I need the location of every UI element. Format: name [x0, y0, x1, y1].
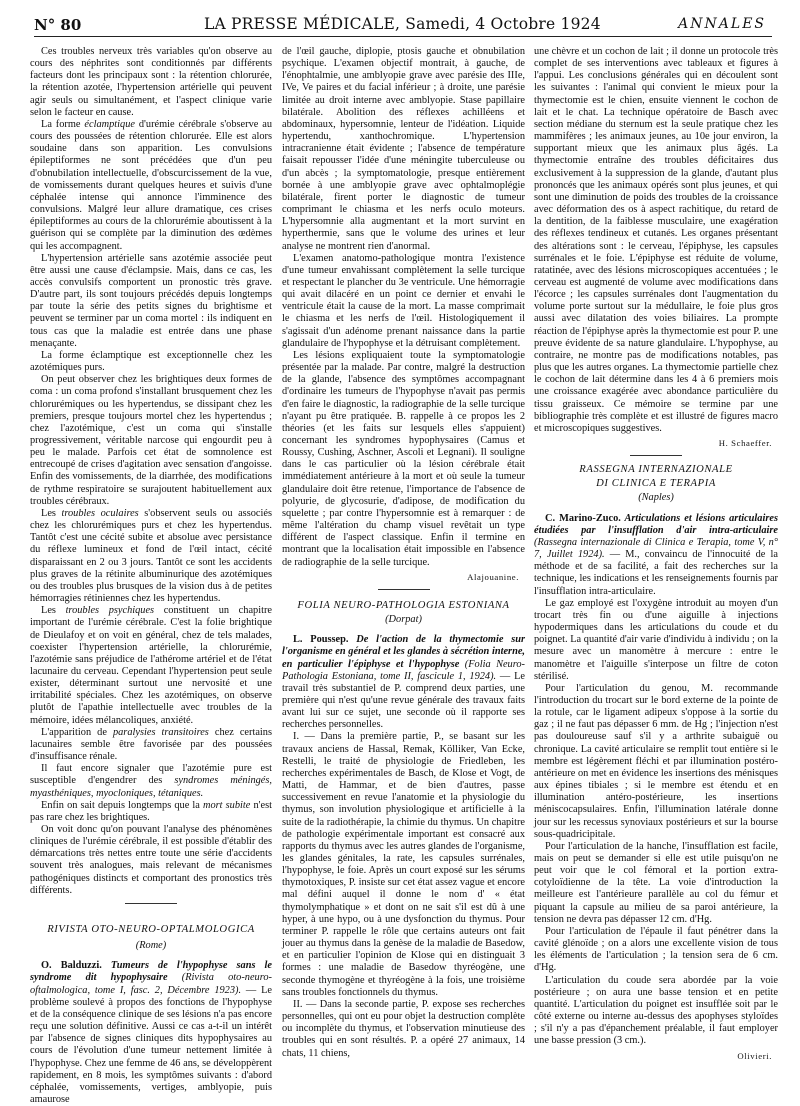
section-location: (Naples) — [638, 492, 674, 504]
section-heading-line2: DI CLINICA E TERAPIA — [596, 478, 716, 490]
article-reference: (Folia Neuro-Pathologia Estoniana, tome II, fascicule 1, 1924). — [282, 658, 525, 682]
article-reference: (Rassegna internazionale di Clinica e Terapia, tome V, n° 7, Juillet 1924). — [534, 536, 778, 561]
section-heading: RIVISTA OTO-NEURO-OPTALMOLOGICA — [47, 923, 255, 935]
paragraph: La forme éclamptique est exceptionnelle chez les azotémiques purs. — [30, 349, 272, 374]
paragraph: Pour l'articulation de la hanche, l'insufflation est facile, mais on peut se demander si elle est utile puisqu'on ne peut voir que le col fémoral et la portion extra-cotyloïdienne de la tête. La voie d'introduction la meilleure est l'antérieure parallèle au col du fémur et piquant la capsule au milieu de sa paroi antérieure, la tension ne devra pas dépasser 12 cm. d'Hg. — [534, 840, 778, 925]
divider — [125, 903, 177, 904]
paragraph: L'articulation du coude sera abordée par la voie postérieure ; on aura une basse tension et en petite quantité. L'articulation du poignet est insufflée soit par le côté externe ou interne au-dessus des apophyses styloïdes ; s'il n'y a pas d'épanchement préalable, il faut employer une basse pression (3 cm.). — [534, 974, 778, 1047]
section-location: (Dorpat) — [385, 614, 422, 626]
paragraph: Les troubles oculaires s'observent seuls ou associés chez les chlorurémiques purs et chez les hypertendus. Tantôt c'est une cécité subite et absolue avec persistance du réflexe lumineux et fond de l'œil intact, cécité disparaissant en 2 ou 3 jours. Tantôt ce sont les accidents plus graves de la rétinite albuminurique des azotémiques ou des troubles plus brusques de la vision dus à de petites hémorragies rétiniennes chez les hypertendus. — [30, 507, 272, 605]
paragraph: L'hypertension artérielle sans azotémie associée peut être aussi une cause d'éclampsie. Mais, dans ce cas, les accès convulsifs comportent un pronostic très grave. D'autre part, ils sont toujours précédés depuis longtemps par toute la série des petits signes du brightisme et peuvent se terminer par un coma mortel : ils indiquent en tous cas que la maladie est entrée dans une phase menaçante. — [30, 252, 272, 349]
column-middle — [282, 46, 525, 1076]
author-signature: H. Schaeffer. — [718, 438, 772, 448]
paragraph: Les troubles psychiques constituent un chapitre important de l'urémie cérébrale. C'est la folie brightique de Dieulafoy et on voit en général, chez de tels malades, coexister l'hypertension artérielle, la chlorurémie, l'azotémie sans préjudice de l'athérome artériel et de l'état lacunaire du cerveau. Cependant l'hypertension peut seule exister, déterminant surtout une nervosité et une irritabilité spéciales. Chez les azotémiques, on observe plutôt de l'apathie intellectuelle avec troubles de la mémoire, idées mélancoliques, anxiété. — [30, 605, 272, 726]
article-abstract: L. Poussep. De l'action de la thymectomie sur l'organisme en général et les glandes à sécrétion interne, en particulier l'épiphyse et l'hypophyse (Folia Neuro-Pathologia Estoniana, tome II, fascicule 1, 1924). — Le travail très substantiel de P. comprend deux parties, une première qui n'est qu'une revue générale des travaux faits avant lui sur ce sujet, une seconde où il rapporte ses recherches personnelles. — [282, 634, 525, 731]
paragraph: Il faut encore signaler que l'azotémie pure est susceptible d'engendrer des syndromes méningés, myasthéniques, myocloniques, tétaniques. — [30, 763, 272, 799]
divider — [630, 455, 682, 456]
article-title: De l'action de la thymectomie sur l'organisme en général et les glandes à sécrétion interne, en particulier l'épiphyse et l'hypophyse — [282, 634, 525, 670]
paragraph: II. — Dans la seconde partie, P. expose ses recherches personnelles, qui ont eu pour objet la destruction complète ou incomplète du thymus, et l'observation minutieuse des troubles qui en sont résultés. P. a opéré 27 animaux, 14 chats, 11 chiens, — [282, 998, 525, 1059]
article-reference: (Rivista oto-neuro-oftalmologica, tome I, fasc. 2, Décembre 1923). — [30, 972, 272, 996]
paragraph: I. — Dans la première partie, P., se basant sur les travaux anciens de Hassal, Remak, Kölliker, Van Ecke, Restelli, le traité de physiologie de Friedleben, les recherches expérimentales de Basch, de Klose et Vogt, de Matti, de Hammar, et de bien d'autres, passe successivement en revue l'anatomie et la physiologie du thymus, son involution physiologique et artificielle à la suite de la radiothérapie, la chimie du thymus. Un chapitre de pathologie expérimentale important est consacré aux rapports du thymus avec les autres glandes de l'organisme, les glandes génitales, la rate, les capsules surrénales, l'hypophyse, le foie. Après un court exposé sur les sérums thymotoxiques, P. insiste sur cet état assez vague et encore mal défini auquel il donne le nom d' « état thymolymphatique » et dont on ne sait s'il est dû à une hyper, à une hypo, ou à une dysfonction du thymus. Pour terminer P. rappelle le rôle que certains auteurs ont fait jouer au thymus dans la genèse de la maladie de Basedow, et en particulier l'opinion de Klose qui en distinguait 3 formes : une maladie de Basedow thyréogène, une seconde thymogène et thyréogène à la fois, une troisième sans troubles fonctionnels du thymus. — [282, 731, 525, 998]
article-author: O. Balduzzi. — [41, 960, 102, 972]
paragraph: Enfin on sait depuis longtemps que la mort subite n'est pas rare chez les brightiques. — [30, 799, 272, 823]
author-signature: Olivieri. — [737, 1050, 772, 1061]
paragraph: de l'œil gauche, diplopie, ptosis gauche et obnubilation psychique. L'examen objectif montrait, à gauche, de l'énophtalmie, une amblyopie grave avec parésie des IIIe, IVe, Ve paires et du facial inférieur ; à droite, une parésie limitée au droit interne avec amblyopie. Stase papillaire bilatérale. Abolition des réflexes achilléens et abdominaux, hypersomnie, lenteur de l'idéation. Liquide hypertendu, xanthochromique. L'hypertension intracranienne était évidente ; l'absence de température faisait repousser l'idée d'une méningite tuberculeuse ou d'un abcès ; la symptomatologie, presque entièrement bornée à une amblyopie grave avec ophtalmoplégie bilatérale, firent porter le diagnostic de tumeur comprimant le chiasma et les nerfs oculo moteurs. L'hypersomnie alla augmentant et la mort survint en hyperthermie, sans que le volume des urines et leur analyse ne montrent rien d'anormal. — [282, 46, 525, 252]
section-location: (Rome) — [135, 940, 167, 952]
paragraph: une chèvre et un cochon de lait ; il donne un protocole très complet de ses interventions avec tableaux et figures à l'appui. Les conclusions générales qui en découlent sont les suivantes : l'animal qui convient le mieux pour la thymectomie est le chien, ensuite viennent le cochon de lait et le chat. La technique opératoire de Basch avec section médiane du sternum est la seule pratique chez les mammifères ; les animaux jeunes, au 10e jour environ, la supportant mieux que les animaux plus âgés. La thymectomie entraîne des troubles déficitaires dus exclusivement à la suppression de la glande, d'autant plus prononcés que les animaux opérés sont plus jeunes, et qui sont une diminution de poids des troubles de la croissance avec déformation des os à aspect rachitique, du retard de la dentition, de la faiblesse musculaire, une exagération des réflexes tendineux et cutanés. Les organes présentant des altérations sont : le cerveau, l'épiphyse, les capsules surrénales et le foie. L'épiphyse est réduite de volume, ratatinée, avec des lésions microscopiques accentuées ; le cerveau est augmenté de volume avec modifications dans l'écorce ; les capsules surrénales dont l'augmentation du volume porte surtout sur la médullaire, le foie plus gros aussi avec dilatation des voies biliaires. La prompte réaction de l'épiphyse après la thymectomie est pour P. une preuve évidente de sa nature glandulaire. L'hypophyse, au contraire, ne montre pas de modifications notables, pas plus que les autres organes. La thymectomie partielle chez le cochon de lait détermine dans les 4 à 6 premiers mois une croissance exagérée avec abondance particulière du tissu graisseux. Ce mémoire se termine par une bibliographie très complète et est illustré de figures macro et microscopiques suggestives. — [534, 46, 778, 434]
article-abstract: C. Marino-Zuco. Articulations et lésions articulaires étudiées par l'insufflation d'air intra-articulaire (Rassegna internazionale di Clinica e Terapia, tome V, n° 7, Juillet 1924). — M., convaincu de l'innocuité de la méthode et de sa facilité, a fait des recherches sur la technique, les indications et les renseignements fournis par l'insufflation intra-articulaire. — [534, 512, 779, 597]
article-title: Articulations et lésions articulaires étudiées par l'insufflation d'air intra-articulaire — [534, 512, 778, 536]
author-signature: Alajouanine. — [467, 571, 519, 582]
section-heading: RASSEGNA INTERNAZIONALE — [579, 464, 733, 476]
paragraph: La forme éclamptique d'urémie cérébrale s'observe au cours des poussées de rétention chlorurée. Elle est alors soudaine dans son apparition. Les convulsions épileptiformes ne sont précédées que d'un peu d'obnubilation intellectuelle, d'obscurcissement de la vue, de vomissements durant quelques heures et suivis d'une céphalée intense qui annonce l'imminence des convulsions. Malgré leur allure dramatique, ces crises épileptiformes au cours de la chlorurémie aboutissent à la guérison qui se complète par la diminution des œdèmes qui les accompagnent. — [30, 118, 273, 252]
column-left — [30, 46, 273, 1105]
article-author: C. Marino-Zuco. — [545, 512, 621, 524]
column-right — [534, 46, 778, 1076]
paragraph: On peut observer chez les brightiques deux formes de coma : un coma profond s'installant brusquement chez les chlorurémiques ou les hypertendus, se dissipant chez les premiers, presque toujours mortel chez les hypertendus ; chez l'azotémique, c'est un coma qui s'installe progressivement, véritable narcose qui engourdit peu à peu le malade. Parfois cet état de somnolence est entrecoupé de crises d'agitation avec sensation d'angoisse. Enfin des vomissements, de la diarrhée, des modifications de rythme respiratoire se surajoutent habituellement aux troubles cérébraux. — [30, 374, 272, 507]
section-heading: FOLIA NEURO-PATHOLOGIA ESTONIANA — [297, 599, 510, 611]
article-title: Tumeurs de l'hypophyse sans le syndrome dit hypophysaire — [30, 960, 273, 984]
paragraph: Ces troubles nerveux très variables qu'on observe au cours des néphrites sont conditionnés par différents facteurs dont les principaux sont : la rétention chlorurée, la rétention azotée, l'hypertension artérielle qui peuvent agir seuls ou simultanément, et l'aspect clinique varie selon le facteur en cause. — [30, 46, 272, 118]
paragraph: Pour l'articulation du genou, M. recommande l'introduction du trocart sur le bord externe de la pointe de la rotule, car le ligament adipeux s'oppose à la sortie du gaz ; il ne faut pas dépasser 6 mm. de Hg ; l'injection n'est pas douloureuse sauf s'il y a arthrite subaiguë ou chronique. La cavité articulaire se remplit tout entière si le membre est légèrement fléchi et par illumination postéro-antérieure on met en évidence les insertions des ménisques aux épines tibiales ; si le membre est étendu et en illumination antéro-postérieure, les insertions méniscocapsulaires. Enfin, l'illumination latérale donne jour sur les recessus synoviaux postérieurs et sur la bourse sous-quadricipitale. — [534, 682, 778, 840]
article-abstract: O. Balduzzi. Tumeurs de l'hypophyse sans le syndrome dit hypophysaire (Rivista oto-neuro-oftalmologica, tome I, fasc. 2, Décembre 1923). — Le problème soulevé à propos des fonctions de l'hypophyse et de la conséquence clinique de ses lésions n'a pas encore reçu une solution définitive. Aussi ce cas a-t-il un intérêt par l'absence de signes cliniques dits hypophysaires au cours de l'évolution d'une tumeur nettement limitée à l'hypophyse. Chez une femme de 46 ans, se développèrent rapidement, en 8 mois, les symptômes suivants : d'abord céphalée, vomissements, vertiges, amblyopie, puis amaurose — [30, 960, 273, 1105]
paragraph: Les lésions expliquaient toute la symptomatologie présentée par la malade. Par contre, malgré la destruction de la glande, l'absence des symptômes accompagnant d'ordinaire les tumeurs de l'hypophyse n'avait pas permis d'en faire le diagnostic, la radiographie de la selle turcique n'ayant pu être pratiquée. B. rappelle à ce propos les 2 théories (et les faits sur lesquels elles s'appuient) concernant les syndromes hypophysaires (Camus et Roussy, Cushing, Aschner, Ascoli et Legnani). Il souligne dans le cas particulier où la lésion cérébrale était immédiatement antérieure à la mort et où seule la tumeur glandulaire doit être retenue, l'importance de l'absence de polyurie, de glycosurie, d'adipose, de modification du squelette ; par contre l'hypersomnie est à remarquer : de même l'altération du champ visuel revêtait un type différent de l'aspect classique. Enfin il termine en montrant que la localisation était impossible en l'absence de radiographie de la selle turcique. — [282, 349, 525, 568]
paragraph: Pour l'articulation de l'épaule il faut pénétrer dans la cavité glénoïde ; on a alors une excellente vision de tous les éléments de l'articulation ; la tension sera de 6 cm. d'Hg. — [534, 925, 778, 974]
running-head-fragment: ANNALES — [678, 16, 766, 32]
page-number: N° 80 — [34, 16, 82, 34]
paragraph: L'examen anatomo-pathologique montra l'existence d'une tumeur envahissant complètement la selle turcique et respectant le plancher du 3e ventricule. Une hémorragie qui avait dilacéré en un point ce dernier et envahi le ventricule était la cause de la mort. La masse comprimait le chiasma et les nerfs de l'œil. Histologiquement il s'agissait d'un adénome prenant naissance dans la partie glandulaire de l'hypophyse et la détruisant complètement. — [282, 252, 525, 349]
paragraph: Le gaz employé est l'oxygène introduit au moyen d'un trocart très fin ou d'une aiguille à injections hypodermiques dans les articulations du coude et du poignet. La quantité d'air varie d'individu à individu ; on la mesure avec un manomètre à mercure : entre le manomètre et l'aiguille s'interpose un filtre de coton stérilisé. — [534, 597, 778, 682]
paragraph: L'apparition de paralysies transitoires chez certains lacunaires semble être favorisée par des poussées d'insuffisance rénale. — [30, 726, 272, 763]
journal-title-date: LA PRESSE MÉDICALE, Samedi, 4 Octobre 1924 — [204, 15, 601, 33]
divider — [378, 589, 430, 590]
article-author: L. Poussep. — [293, 634, 349, 646]
paragraph: On voit donc qu'on pouvant l'analyse des phénomènes cliniques de l'urémie cérébrale, il est possible d'établir des démarcations très nettes entre toute une série d'accidents souvent très analogues, mais relevant de mécanismes pathogéniques distincts et comportant des pronostics très différents. — [30, 824, 272, 896]
page-header — [34, 14, 772, 37]
